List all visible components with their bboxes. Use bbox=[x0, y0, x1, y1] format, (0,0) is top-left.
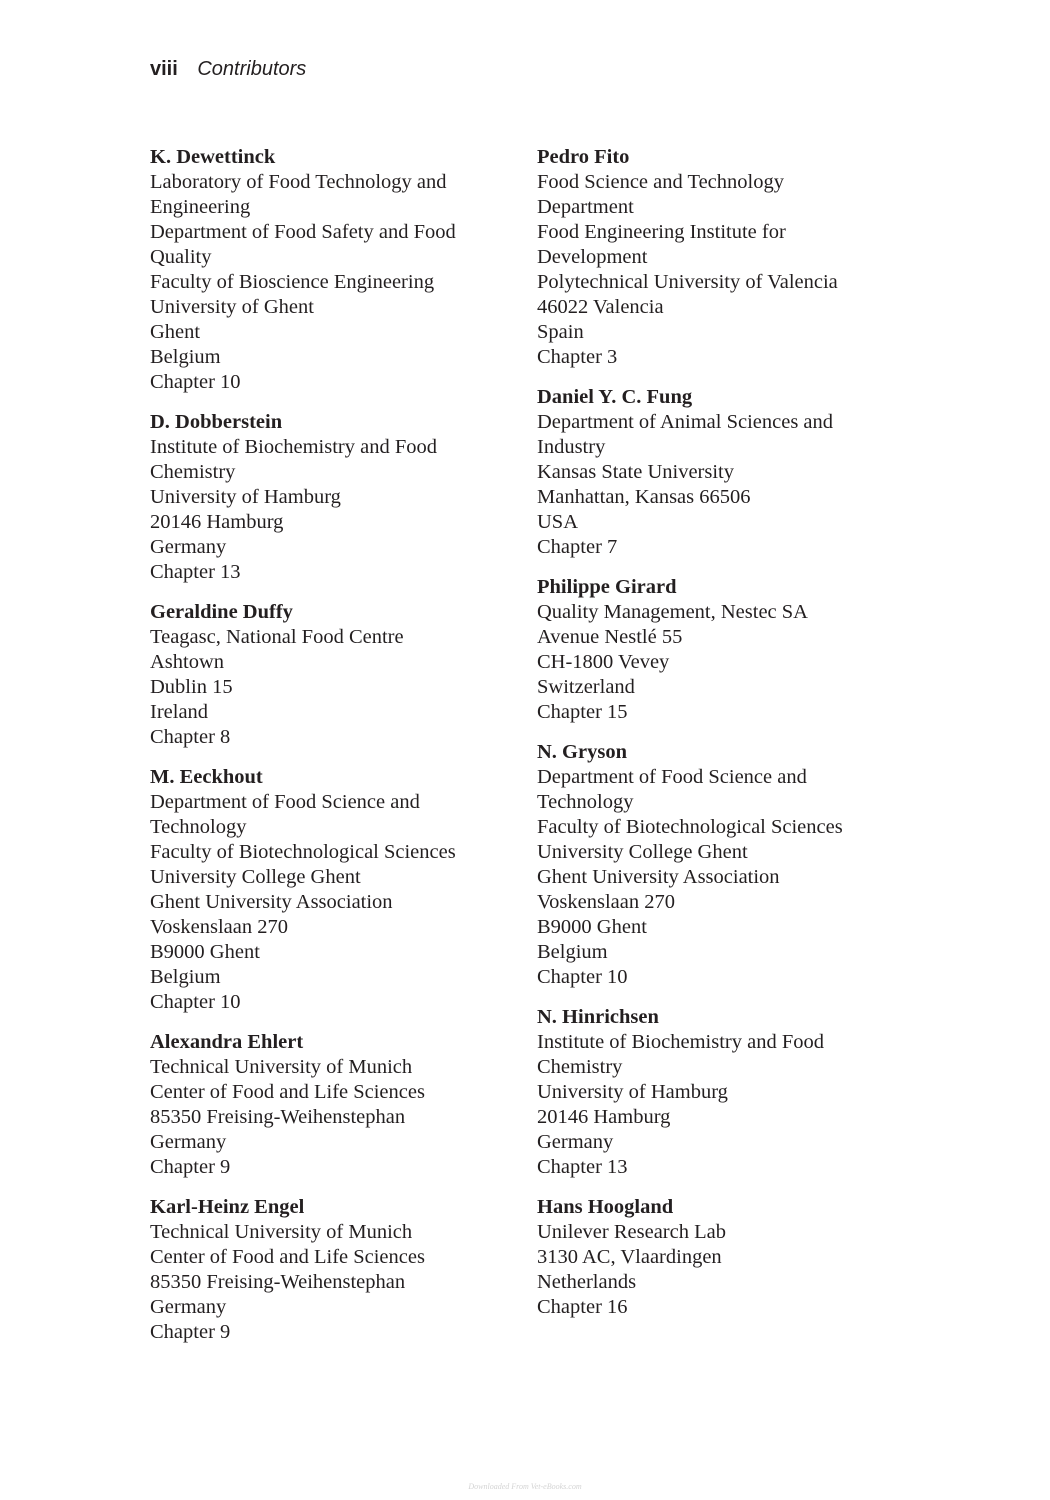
affiliation-line: Chapter 7 bbox=[537, 536, 618, 558]
affiliation-line: Chapter 10 bbox=[150, 371, 241, 393]
affiliation-line: Polytechnical University of Valencia bbox=[537, 271, 838, 293]
affiliation-line: 20146 Hamburg bbox=[537, 1106, 671, 1128]
contributor-entry bbox=[537, 740, 917, 990]
affiliation-line: 85350 Freising-Weihenstephan bbox=[150, 1271, 406, 1293]
affiliation-line: University of Ghent bbox=[150, 296, 314, 318]
affiliation-line: Institute of Biochemistry and Food bbox=[150, 436, 437, 458]
affiliation-line: Chapter 8 bbox=[150, 726, 231, 748]
affiliation-line: Germany bbox=[150, 1131, 227, 1153]
affiliation-line: Switzerland bbox=[537, 676, 635, 698]
affiliation-line: University of Hamburg bbox=[537, 1081, 728, 1103]
affiliation-line: Germany bbox=[150, 1296, 227, 1318]
affiliation-line: University College Ghent bbox=[150, 866, 361, 888]
affiliation-line: Netherlands bbox=[537, 1271, 637, 1293]
contributor-entry bbox=[537, 575, 917, 725]
affiliation-line: Quality Management, Nestec SA bbox=[537, 601, 808, 623]
affiliation-line: Belgium bbox=[150, 966, 221, 988]
affiliation-line: Food Engineering Institute for bbox=[537, 221, 786, 243]
affiliation-line: Faculty of Bioscience Engineering bbox=[150, 271, 435, 293]
affiliation-line: Ghent University Association bbox=[150, 891, 393, 913]
affiliation-line: 46022 Valencia bbox=[537, 296, 664, 318]
contributor-name: K. Dewettinck bbox=[150, 146, 276, 168]
affiliation-line: Development bbox=[537, 246, 648, 268]
contributor-entry bbox=[150, 410, 510, 585]
contributors-column-left bbox=[150, 145, 510, 1360]
affiliation-line: Chapter 10 bbox=[537, 966, 628, 988]
contributor-name: Alexandra Ehlert bbox=[150, 1031, 304, 1053]
affiliation-line: Center of Food and Life Sciences bbox=[150, 1081, 425, 1103]
contributor-entry bbox=[150, 600, 510, 750]
affiliation-line: Quality bbox=[150, 246, 212, 268]
affiliation-line: University College Ghent bbox=[537, 841, 748, 863]
affiliation-line: Ireland bbox=[150, 701, 209, 723]
contributor-name: Daniel Y. C. Fung bbox=[537, 386, 693, 408]
affiliation-line: Department of Animal Sciences and bbox=[537, 411, 834, 433]
affiliation-line: Center of Food and Life Sciences bbox=[150, 1246, 425, 1268]
affiliation-line: Manhattan, Kansas 66506 bbox=[537, 486, 751, 508]
contributor-name: M. Eeckhout bbox=[150, 766, 263, 788]
contributor-name: Hans Hoogland bbox=[537, 1196, 674, 1218]
affiliation-line: Ashtown bbox=[150, 651, 225, 673]
affiliation-line: Germany bbox=[537, 1131, 614, 1153]
affiliation-line: Technical University of Munich bbox=[150, 1056, 413, 1078]
contributor-name: Pedro Fito bbox=[537, 146, 630, 168]
contributor-name: Geraldine Duffy bbox=[150, 601, 293, 623]
contributors-column-right bbox=[537, 145, 917, 1335]
affiliation-line: Spain bbox=[537, 321, 584, 343]
affiliation-line: Chapter 9 bbox=[150, 1321, 231, 1343]
affiliation-line: Technical University of Munich bbox=[150, 1221, 413, 1243]
affiliation-line: Chemistry bbox=[537, 1056, 623, 1078]
contributor-entry bbox=[537, 1005, 917, 1180]
affiliation-line: Belgium bbox=[537, 941, 608, 963]
page-number: viii bbox=[150, 58, 178, 80]
affiliation-line: Ghent bbox=[150, 321, 201, 343]
contributor-entry bbox=[150, 765, 510, 1015]
affiliation-line: Faculty of Biotechnological Sciences bbox=[537, 816, 843, 838]
running-title: Contributors bbox=[197, 58, 307, 80]
affiliation-line: B9000 Ghent bbox=[150, 941, 260, 963]
affiliation-line: Department of Food Science and bbox=[537, 766, 807, 788]
affiliation-line: Department of Food Science and bbox=[150, 791, 420, 813]
affiliation-line: Department of Food Safety and Food bbox=[150, 221, 456, 243]
affiliation-line: Chapter 3 bbox=[537, 346, 618, 368]
affiliation-line: Chapter 9 bbox=[150, 1156, 231, 1178]
affiliation-line: B9000 Ghent bbox=[537, 916, 647, 938]
affiliation-line: Dublin 15 bbox=[150, 676, 233, 698]
affiliation-line: USA bbox=[537, 511, 579, 533]
affiliation-line: Chemistry bbox=[150, 461, 236, 483]
contributor-name: Karl-Heinz Engel bbox=[150, 1196, 305, 1218]
affiliation-line: Ghent University Association bbox=[537, 866, 780, 888]
affiliation-line: Engineering bbox=[150, 196, 251, 218]
affiliation-line: Chapter 16 bbox=[537, 1296, 628, 1318]
affiliation-line: Technology bbox=[537, 791, 634, 813]
affiliation-line: Department bbox=[537, 196, 634, 218]
contributor-entry bbox=[150, 145, 510, 395]
affiliation-line: Voskenslaan 270 bbox=[150, 916, 288, 938]
affiliation-line: Technology bbox=[150, 816, 247, 838]
affiliation-line: Unilever Research Lab bbox=[537, 1221, 726, 1243]
affiliation-line: Chapter 10 bbox=[150, 991, 241, 1013]
affiliation-line: 3130 AC, Vlaardingen bbox=[537, 1246, 722, 1268]
affiliation-line: Chapter 13 bbox=[150, 561, 241, 583]
affiliation-line: Faculty of Biotechnological Sciences bbox=[150, 841, 456, 863]
affiliation-line: Chapter 15 bbox=[537, 701, 628, 723]
contributor-entry bbox=[537, 145, 917, 370]
contributor-name: N. Hinrichsen bbox=[537, 1006, 659, 1028]
affiliation-line: Laboratory of Food Technology and bbox=[150, 171, 447, 193]
affiliation-line: Germany bbox=[150, 536, 227, 558]
contributor-entry bbox=[537, 385, 917, 560]
contributor-name: D. Dobberstein bbox=[150, 411, 283, 433]
affiliation-line: Chapter 13 bbox=[537, 1156, 628, 1178]
contributor-name: N. Gryson bbox=[537, 741, 627, 763]
affiliation-line: University of Hamburg bbox=[150, 486, 341, 508]
affiliation-line: Teagasc, National Food Centre bbox=[150, 626, 404, 648]
affiliation-line: Industry bbox=[537, 436, 606, 458]
contributor-entry bbox=[150, 1030, 510, 1180]
affiliation-line: CH-1800 Vevey bbox=[537, 651, 670, 673]
affiliation-line: 20146 Hamburg bbox=[150, 511, 284, 533]
affiliation-line: Voskenslaan 270 bbox=[537, 891, 675, 913]
contributor-entry bbox=[537, 1195, 917, 1320]
affiliation-line: Kansas State University bbox=[537, 461, 734, 483]
affiliation-line: 85350 Freising-Weihenstephan bbox=[150, 1106, 406, 1128]
affiliation-line: Belgium bbox=[150, 346, 221, 368]
affiliation-line: Avenue Nestlé 55 bbox=[537, 626, 683, 648]
affiliation-line: Food Science and Technology bbox=[537, 171, 784, 193]
contributor-name: Philippe Girard bbox=[537, 576, 677, 598]
affiliation-line: Institute of Biochemistry and Food bbox=[537, 1031, 824, 1053]
contributor-entry bbox=[150, 1195, 510, 1345]
running-head bbox=[150, 56, 306, 82]
download-watermark: Downloaded From Vet-eBooks.com bbox=[468, 1482, 582, 1491]
